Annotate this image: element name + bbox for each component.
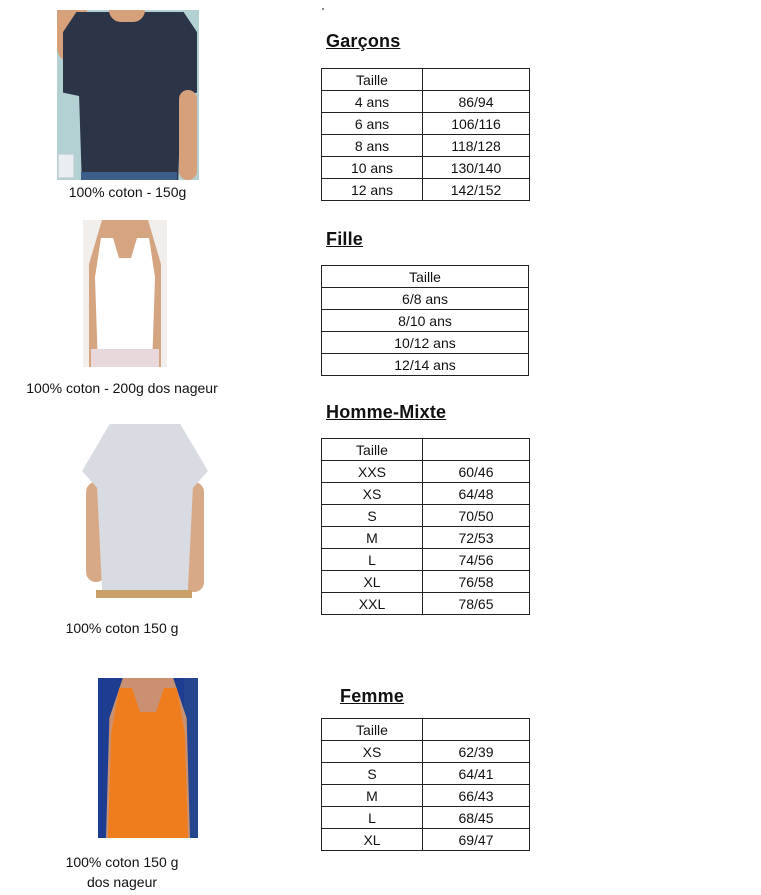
product-photo-navy-tshirt: [57, 10, 199, 180]
table-header-row: [322, 719, 530, 741]
table-row: [322, 483, 530, 505]
table-cell: [423, 439, 530, 461]
table-cell: 78/65: [423, 593, 530, 615]
table-row: [322, 527, 530, 549]
table-row: [322, 135, 530, 157]
table-header-row: [322, 69, 530, 91]
table-row: [322, 785, 530, 807]
table-row: [322, 310, 529, 332]
table-cell: 12 ans: [322, 179, 423, 201]
table-cell: [423, 719, 530, 741]
table-cell: S: [322, 763, 423, 785]
table-cell: 70/50: [423, 505, 530, 527]
table-row: [322, 91, 530, 113]
table-cell: 118/128: [423, 135, 530, 157]
size-table-garcons: [321, 68, 530, 201]
table-cell: L: [322, 549, 423, 571]
table-row: [322, 763, 530, 785]
section-title-homme-mixte: Homme-Mixte: [326, 402, 447, 422]
product-photo-white-tank: [83, 220, 167, 367]
table-cell: 8 ans: [322, 135, 423, 157]
table-cell: 8/10 ans: [322, 310, 529, 332]
table-cell: 10 ans: [322, 157, 423, 179]
table-cell: 69/47: [423, 829, 530, 851]
table-row: [322, 113, 530, 135]
product-caption: 100% coton - 200g dos nageur: [26, 380, 218, 396]
table-cell: 142/152: [423, 179, 530, 201]
table-cell: 60/46: [423, 461, 530, 483]
table-cell: 106/116: [423, 113, 530, 135]
table-row: [322, 332, 529, 354]
thumbnail-inset: [58, 154, 74, 178]
table-cell: XS: [322, 741, 423, 763]
table-row: [322, 461, 530, 483]
caption-line: dos nageur: [86, 874, 158, 890]
section-title-garcons: Garçons: [326, 31, 401, 51]
table-row: [322, 157, 530, 179]
size-table-homme-mixte: [321, 438, 530, 615]
table-cell: M: [322, 527, 423, 549]
product-photo-grey-tshirt: [82, 424, 212, 598]
table-cell: 76/58: [423, 571, 530, 593]
size-table-femme: [321, 718, 530, 851]
table-cell: S: [322, 505, 423, 527]
caption-line: 100% coton 150 g: [65, 854, 179, 870]
table-cell: 68/45: [423, 807, 530, 829]
table-row: [322, 179, 530, 201]
table-cell: Taille: [322, 69, 423, 91]
table-cell: XXS: [322, 461, 423, 483]
table-cell: 6/8 ans: [322, 288, 529, 310]
section-title-fille: Fille: [326, 229, 364, 249]
product-photo-orange-tank: [98, 678, 198, 838]
table-cell: XL: [322, 571, 423, 593]
table-header-row: [322, 266, 529, 288]
table-cell: XS: [322, 483, 423, 505]
table-row: [322, 593, 530, 615]
table-cell: Taille: [322, 266, 529, 288]
table-cell: 64/48: [423, 483, 530, 505]
table-cell: 12/14 ans: [322, 354, 529, 376]
table-cell: Taille: [322, 719, 423, 741]
table-cell: 64/41: [423, 763, 530, 785]
table-row: [322, 807, 530, 829]
table-cell: [423, 69, 530, 91]
table-cell: 72/53: [423, 527, 530, 549]
table-row: [322, 741, 530, 763]
table-cell: 74/56: [423, 549, 530, 571]
table-row: [322, 288, 529, 310]
table-row: [322, 829, 530, 851]
table-cell: M: [322, 785, 423, 807]
table-row: [322, 549, 530, 571]
product-caption: [40, 852, 204, 892]
table-cell: L: [322, 807, 423, 829]
table-header-row: [322, 439, 530, 461]
stray-mark: [322, 8, 324, 10]
table-cell: 66/43: [423, 785, 530, 807]
table-row: [322, 354, 529, 376]
table-cell: 10/12 ans: [322, 332, 529, 354]
table-row: [322, 571, 530, 593]
product-caption: 100% coton - 150g: [68, 184, 187, 200]
table-row: [322, 505, 530, 527]
product-caption: 100% coton 150 g: [65, 620, 179, 636]
size-table-fille: [321, 265, 529, 376]
table-cell: 130/140: [423, 157, 530, 179]
table-cell: 4 ans: [322, 91, 423, 113]
table-cell: XL: [322, 829, 423, 851]
table-cell: 6 ans: [322, 113, 423, 135]
table-cell: 62/39: [423, 741, 530, 763]
table-cell: 86/94: [423, 91, 530, 113]
section-title-femme: Femme: [340, 686, 405, 706]
table-cell: XXL: [322, 593, 423, 615]
table-cell: Taille: [322, 439, 423, 461]
